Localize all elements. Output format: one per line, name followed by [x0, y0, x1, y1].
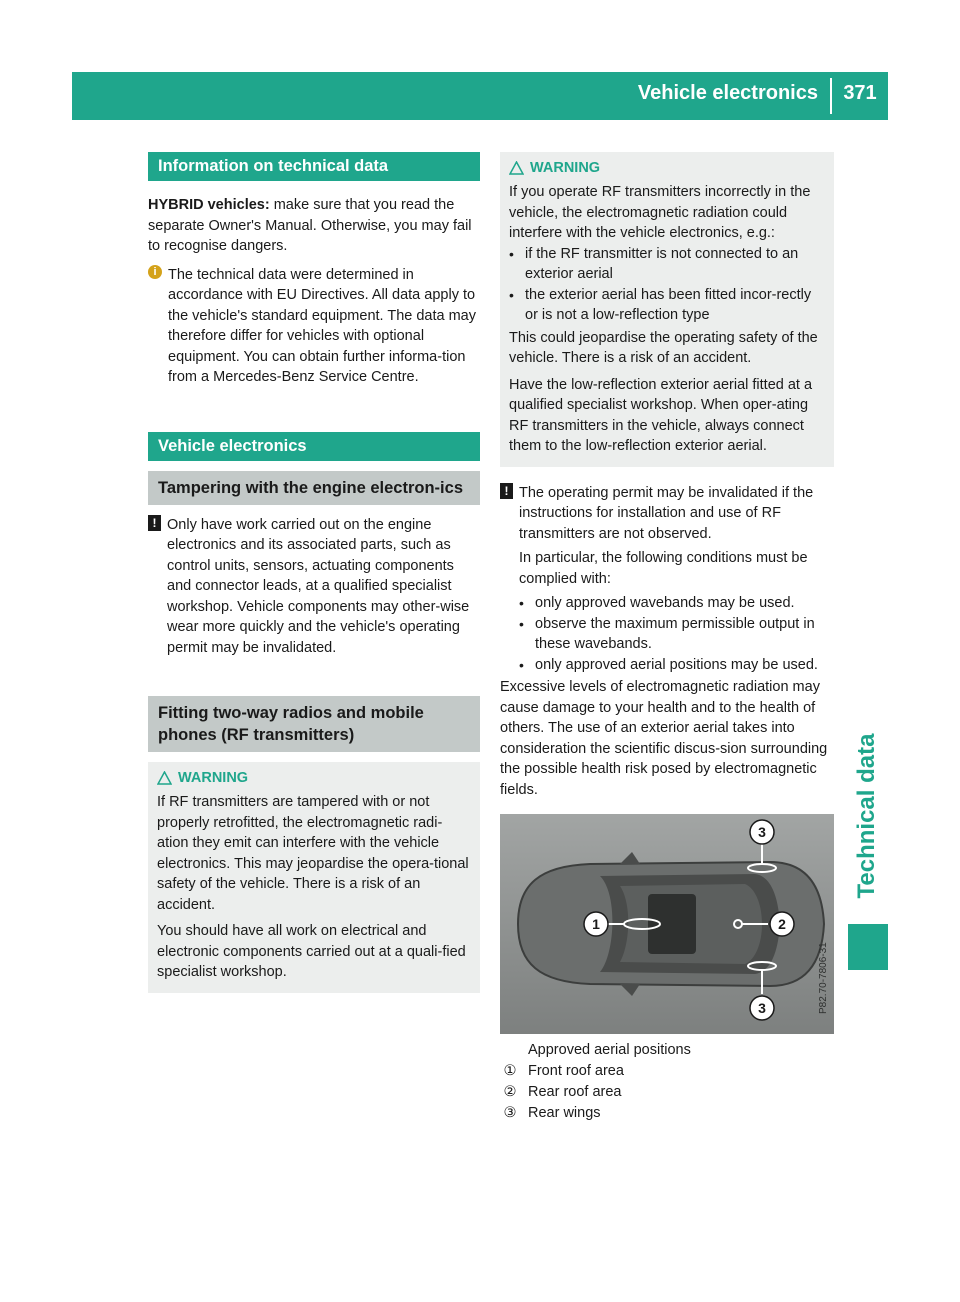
warning-label: WARNING	[178, 770, 249, 786]
tampering-note	[148, 515, 480, 659]
tampering-note-text: Only have work carried out on the engine electronics and its associated parts, such as control units, sensors, actuating components and connector leads, at a qualified specialist workshop. Vehicle components may other-wise wear more quickly and the vehicle's operating permit may be invalidated.	[167, 516, 470, 656]
side-tab-marker	[848, 924, 888, 970]
legend-symbol: ②	[503, 1083, 517, 1100]
list-item	[519, 593, 834, 614]
caution-icon: !	[500, 483, 513, 499]
warning-triangle-icon	[157, 771, 172, 785]
bullet-text: only approved aerial positions may be used.	[535, 656, 818, 673]
bullet-icon: •	[519, 595, 524, 611]
callout-3-label: 3	[758, 824, 766, 840]
info-note-text: The technical data were determined in accordance with EU Directives. All data apply to the vehicle's standard equipment. The data may therefore differ for vehicles with optional equipment. You can obtain further informa-tion from a Mercedes-Benz Service Centre.	[168, 266, 476, 385]
bullet-text: observe the maximum permissible output in these wavebands.	[535, 615, 815, 652]
left-column	[148, 152, 480, 993]
list-item	[509, 244, 825, 285]
permit-note	[500, 483, 834, 676]
bullet-icon: •	[519, 656, 524, 673]
hybrid-text: make sure that you read the separate Owner's Manual. Otherwise, you may fail to recognise dangers.	[148, 197, 472, 254]
header-bar	[72, 72, 888, 120]
legend-item	[500, 1103, 834, 1124]
bullet-text: if the RF transmitter is not connected to an exterior aerial	[525, 245, 799, 282]
radios-heading: Fitting two-way radios and mobile phones (RF transmitters)	[148, 696, 480, 752]
section-title: Vehicle electronics	[637, 82, 818, 104]
warning-triangle-icon	[509, 161, 524, 175]
tampering-heading: Tampering with the engine electron-ics	[148, 471, 480, 505]
list-item	[519, 655, 834, 676]
bullet-icon: •	[509, 245, 514, 262]
warning-text-3: Have the low-reflection exterior aerial fitted at a qualified specialist workshop. When oper-ating RF transmitters in the vehicle, always connect them to the low-reflection exterior aerial.	[509, 376, 813, 454]
hybrid-label: HYBRID vehicles:	[148, 197, 270, 213]
legend-text: Front roof area	[528, 1062, 624, 1079]
info-note	[148, 265, 480, 388]
side-tab	[846, 733, 888, 916]
callout-3-bottom	[750, 996, 774, 1020]
callout-1	[584, 912, 608, 936]
emission-paragraph: Excessive levels of electromagnetic radiation may cause damage to your health and to the health of others. The use of an exterior aerial takes into consideration the scientific discus-sion surrounding the possible health risk posed by electromagnetic fields.	[500, 679, 828, 798]
info-icon: i	[148, 265, 162, 279]
right-column	[500, 152, 834, 1124]
warning-text-2: This could jeopardise the operating safety of the vehicle. There is a risk of an accident.	[509, 329, 818, 366]
list-item	[509, 285, 825, 326]
list-item	[519, 614, 834, 655]
bullet-icon: •	[519, 615, 524, 632]
info-heading: Information on technical data	[148, 152, 480, 181]
vehicle-electronics-heading: Vehicle electronics	[148, 432, 480, 461]
callout-1-label: 1	[592, 916, 600, 932]
figure-caption: Approved aerial positions	[528, 1042, 691, 1058]
warning-box-right	[500, 152, 834, 467]
legend-text: Rear wings	[528, 1104, 601, 1121]
legend-item	[500, 1082, 834, 1103]
legend-item	[500, 1061, 834, 1082]
callout-2-label: 2	[778, 916, 786, 932]
caution-icon: !	[148, 515, 161, 531]
permit-text-2: In particular, the following conditions must be complied with:	[519, 550, 808, 587]
callout-2	[770, 912, 794, 936]
bullet-text: the exterior aerial has been fitted incor-rectly or is not a low-reflection type	[525, 286, 812, 323]
legend-text: Rear roof area	[528, 1083, 622, 1100]
legend-symbol: ①	[503, 1062, 517, 1079]
callout-3-top	[750, 820, 774, 844]
warning-label: WARNING	[530, 160, 601, 176]
warning-text-2: You should have all work on electrical and electronic components carried out at a quali-fied specialist workshop.	[157, 923, 466, 980]
hybrid-paragraph	[148, 195, 480, 257]
permit-text-1: The operating permit may be invalidated if the instructions for installation and use of RF transmitters are not observed.	[519, 484, 814, 542]
warning-text-1: If RF transmitters are tampered with or not properly retrofitted, the electromagnetic radi-ation they emit can interfere with the vehicle electronics. This may jeopardise the opera-tional safety of the vehicle. There is a risk of an accident.	[157, 794, 469, 913]
car-top-view-illustration	[500, 814, 834, 1034]
figure-watermark: P82.70-7806-31	[818, 942, 829, 1014]
page-number: 371	[843, 82, 877, 104]
legend-symbol: ③	[503, 1104, 517, 1121]
aerial-positions-image	[500, 814, 834, 1034]
warning-text-1: If you operate RF transmitters incorrectly in the vehicle, the electromagnetic radiation could interfere with the vehicle electronics, e.g.:	[509, 184, 811, 241]
callout-3-label: 3	[758, 1000, 766, 1016]
side-tab-label: Technical data	[853, 733, 880, 899]
bullet-icon: •	[509, 286, 514, 303]
warning-header	[157, 770, 471, 786]
warning-box-left	[148, 762, 480, 993]
warning-header	[509, 160, 825, 176]
bullet-text: only approved wavebands may be used.	[535, 595, 795, 611]
